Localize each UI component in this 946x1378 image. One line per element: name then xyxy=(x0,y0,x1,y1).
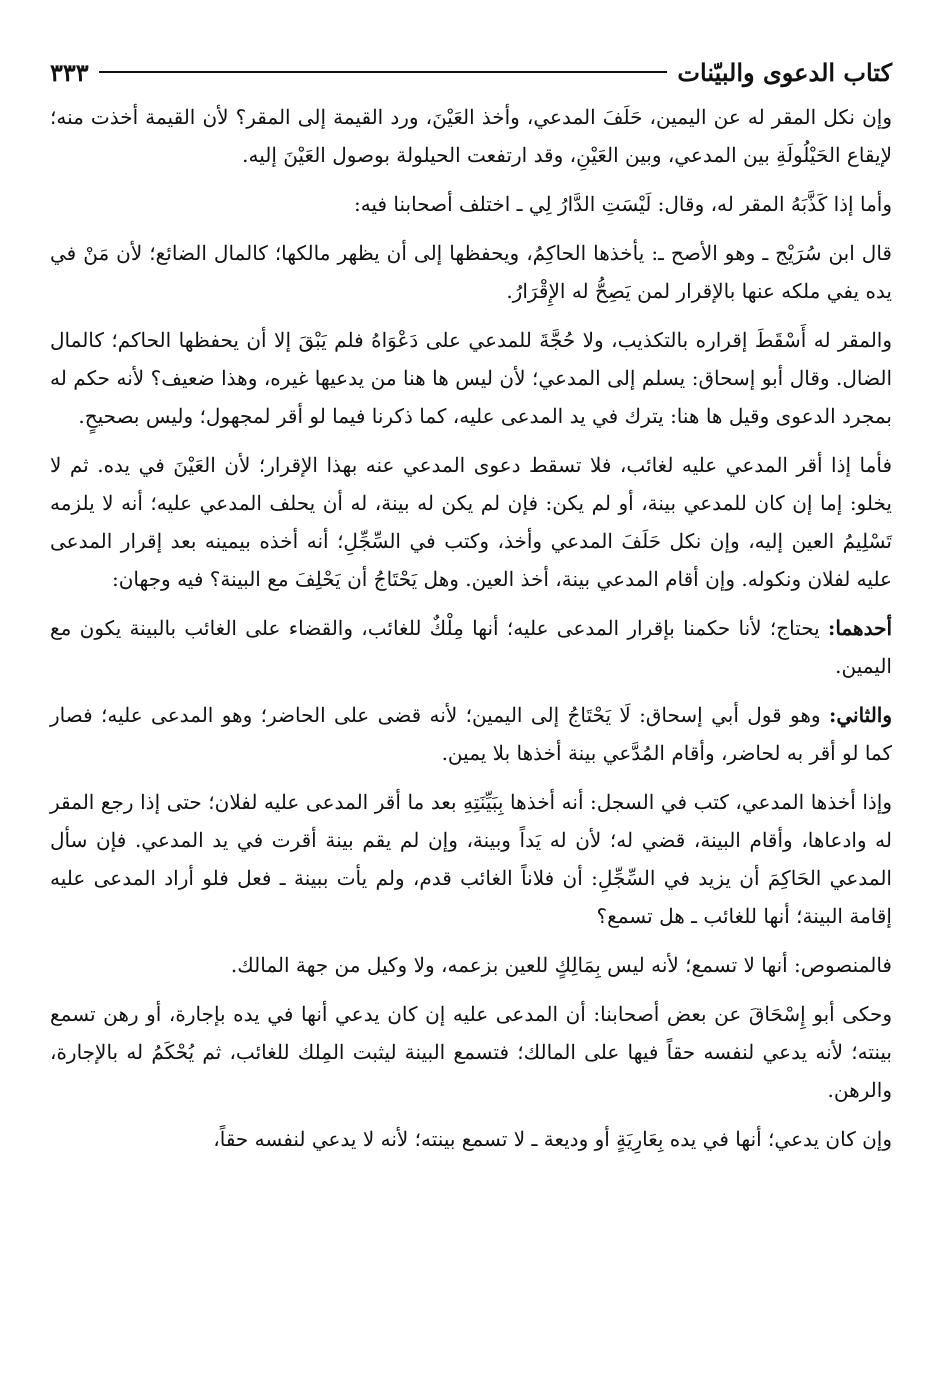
paragraph-text: يحتاج؛ لأنا حكمنا بإقرار المدعى عليه؛ أنها مِلْكٌ للغائب، والقضاء على الغائب بالبينة يكون مع اليمين. xyxy=(50,616,892,678)
page-body xyxy=(50,98,892,1158)
paragraph xyxy=(50,446,892,598)
paragraph-text: وإن نكل المقر له عن اليمين، حَلَفَ المدعي، وأخذ العَيْنَ، ورد القيمة إلى المقر؟ لأن القيمة أخذت منه؛ لإيقاع الحَيْلُولَةِ بين المدعي، وبين العَيْنِ، وقد ارتفعت الحيلولة بوصول العَيْنَ إليه. xyxy=(50,105,892,167)
paragraph xyxy=(50,98,892,174)
book-title: كتاب الدعوى والبيّنات xyxy=(677,57,892,87)
paragraph xyxy=(50,946,892,984)
paragraph-text: وأما إذا كَذَّبَهُ المقر له، وقال: لَيْسَتِ الدَّارُ لِي ـ اختلف أصحابنا فيه: xyxy=(353,192,892,216)
paragraph-text: فأما إذا أقر المدعي عليه لغائب، فلا تسقط دعوى المدعي عنه بهذا الإقرار؛ لأن العَيْنَ في يده. ثم لا يخلو: إما إن كان للمدعي بينة، أو لم يكن: فإن لم يكن له بينة، له أن يحلف المدعي عليه؛ أنه لا يلزمه تَسْلِيمُ العين إليه، وإن نكل حَلَفَ المدعي وأخذ، وكتب في السِّجِّلِ؛ أنه أخذه بيمينه بعد إقرار المدعى عليه لفلان ونكوله. وإن أقام المدعي بينة، أخذ العين. وهل يَحْتَاجُ أن يَحْلِفَ مع البينة؟ فيه وجهان: xyxy=(50,453,893,591)
paragraph-text: فالمنصوص: أنها لا تسمع؛ لأنه ليس بِمَالِكٍ للعين بزعمه، ولا وكيل من جهة المالك. xyxy=(230,953,892,977)
paragraph xyxy=(50,185,892,223)
page-number: ٣٣٣ xyxy=(50,57,89,87)
paragraph-text: والمقر له أَسْقَطَ إقراره بالتكذيب، ولا حُجَّةَ للمدعي على دَعْوَاهُ فلم يَبْقَ إلا أن يحفظها الحاكم؛ كالمال الضال. وقال أبو إسحاق: يسلم إلى المدعي؛ لأن ليس ها هنا من يدعيها غيره، وهذا ضعيف؟ لأنه حكم له بمجرد الدعوى وقيل ها هنا: يترك في يد المدعى عليه، كما ذكرنا فيما لو أقر لمجهول؛ وليس بصحيحٍ. xyxy=(50,328,892,428)
paragraph xyxy=(50,1120,892,1158)
header-rule xyxy=(99,71,668,73)
book-page xyxy=(50,52,892,1169)
paragraph-text: وهو قول أبي إسحاق: لَا يَحْتَاجُ إلى اليمين؛ لأنه قضى على الحاضر؛ وهو المدعى عليه؛ فصار كما لو أقر به لحاضر، وأقام المُدَّعي بينة أخذها بلا يمين. xyxy=(50,703,892,765)
paragraph xyxy=(50,609,892,685)
running-header xyxy=(50,52,892,92)
paragraph xyxy=(50,783,892,935)
paragraph-lead: والثاني: xyxy=(828,703,893,727)
paragraph-text: وإذا أخذها المدعي، كتب في السجل: أنه أخذها بِبَيِّنَتِهِ بعد ما أقر المدعى عليه لفلان؛ حتى إذا رجع المقر له وادعاها، وأقام البينة، قضي له؛ لأن له يَداً وبينة، وإن لم يقم بينة أقرت في يد المدعي. فإن سأل المدعي الحَاكِمَ أن يزيد في السِّجِّلِ: أن فلاناً الغائب قدم، ولم يأت ببينة ـ فعل فلو أراد المدعى عليه إقامة البينة؛ أنها للغائب ـ هل تسمع؟ xyxy=(50,790,892,928)
paragraph xyxy=(50,696,892,772)
paragraph xyxy=(50,321,892,435)
paragraph-text: وحكى أبو إِسْحَاقَ عن بعض أصحابنا: أن المدعى عليه إن كان يدعي أنها في يده بإجارة، أو رهن تسمع بينته؛ لأنه يدعي لنفسه حقاً فيها على المالك؛ فتسمع البينة ليثبت المِلك للغائب، ثم يُحْكَمُ له بالإجارة، والرهن. xyxy=(50,1002,892,1102)
paragraph-text: قال ابن سُرَيْج ـ وهو الأصح ـ: يأخذها الحاكِمُ، ويحفظها إلى أن يظهر مالكها؛ كالمال الضائع؛ لأن مَنْ في يده يفي ملكه عنها بالإقرار لمن يَصِحُّ له الإِقْرَارُ. xyxy=(50,241,892,303)
paragraph-lead: أحدهما: xyxy=(828,616,893,640)
paragraph xyxy=(50,995,892,1109)
paragraph xyxy=(50,234,892,310)
paragraph-text: وإن كان يدعي؛ أنها في يده بِعَارِيَةٍ أو وديعة ـ لا تسمع بينته؛ لأنه لا يدعي لنفسه حقاً، xyxy=(213,1127,892,1151)
